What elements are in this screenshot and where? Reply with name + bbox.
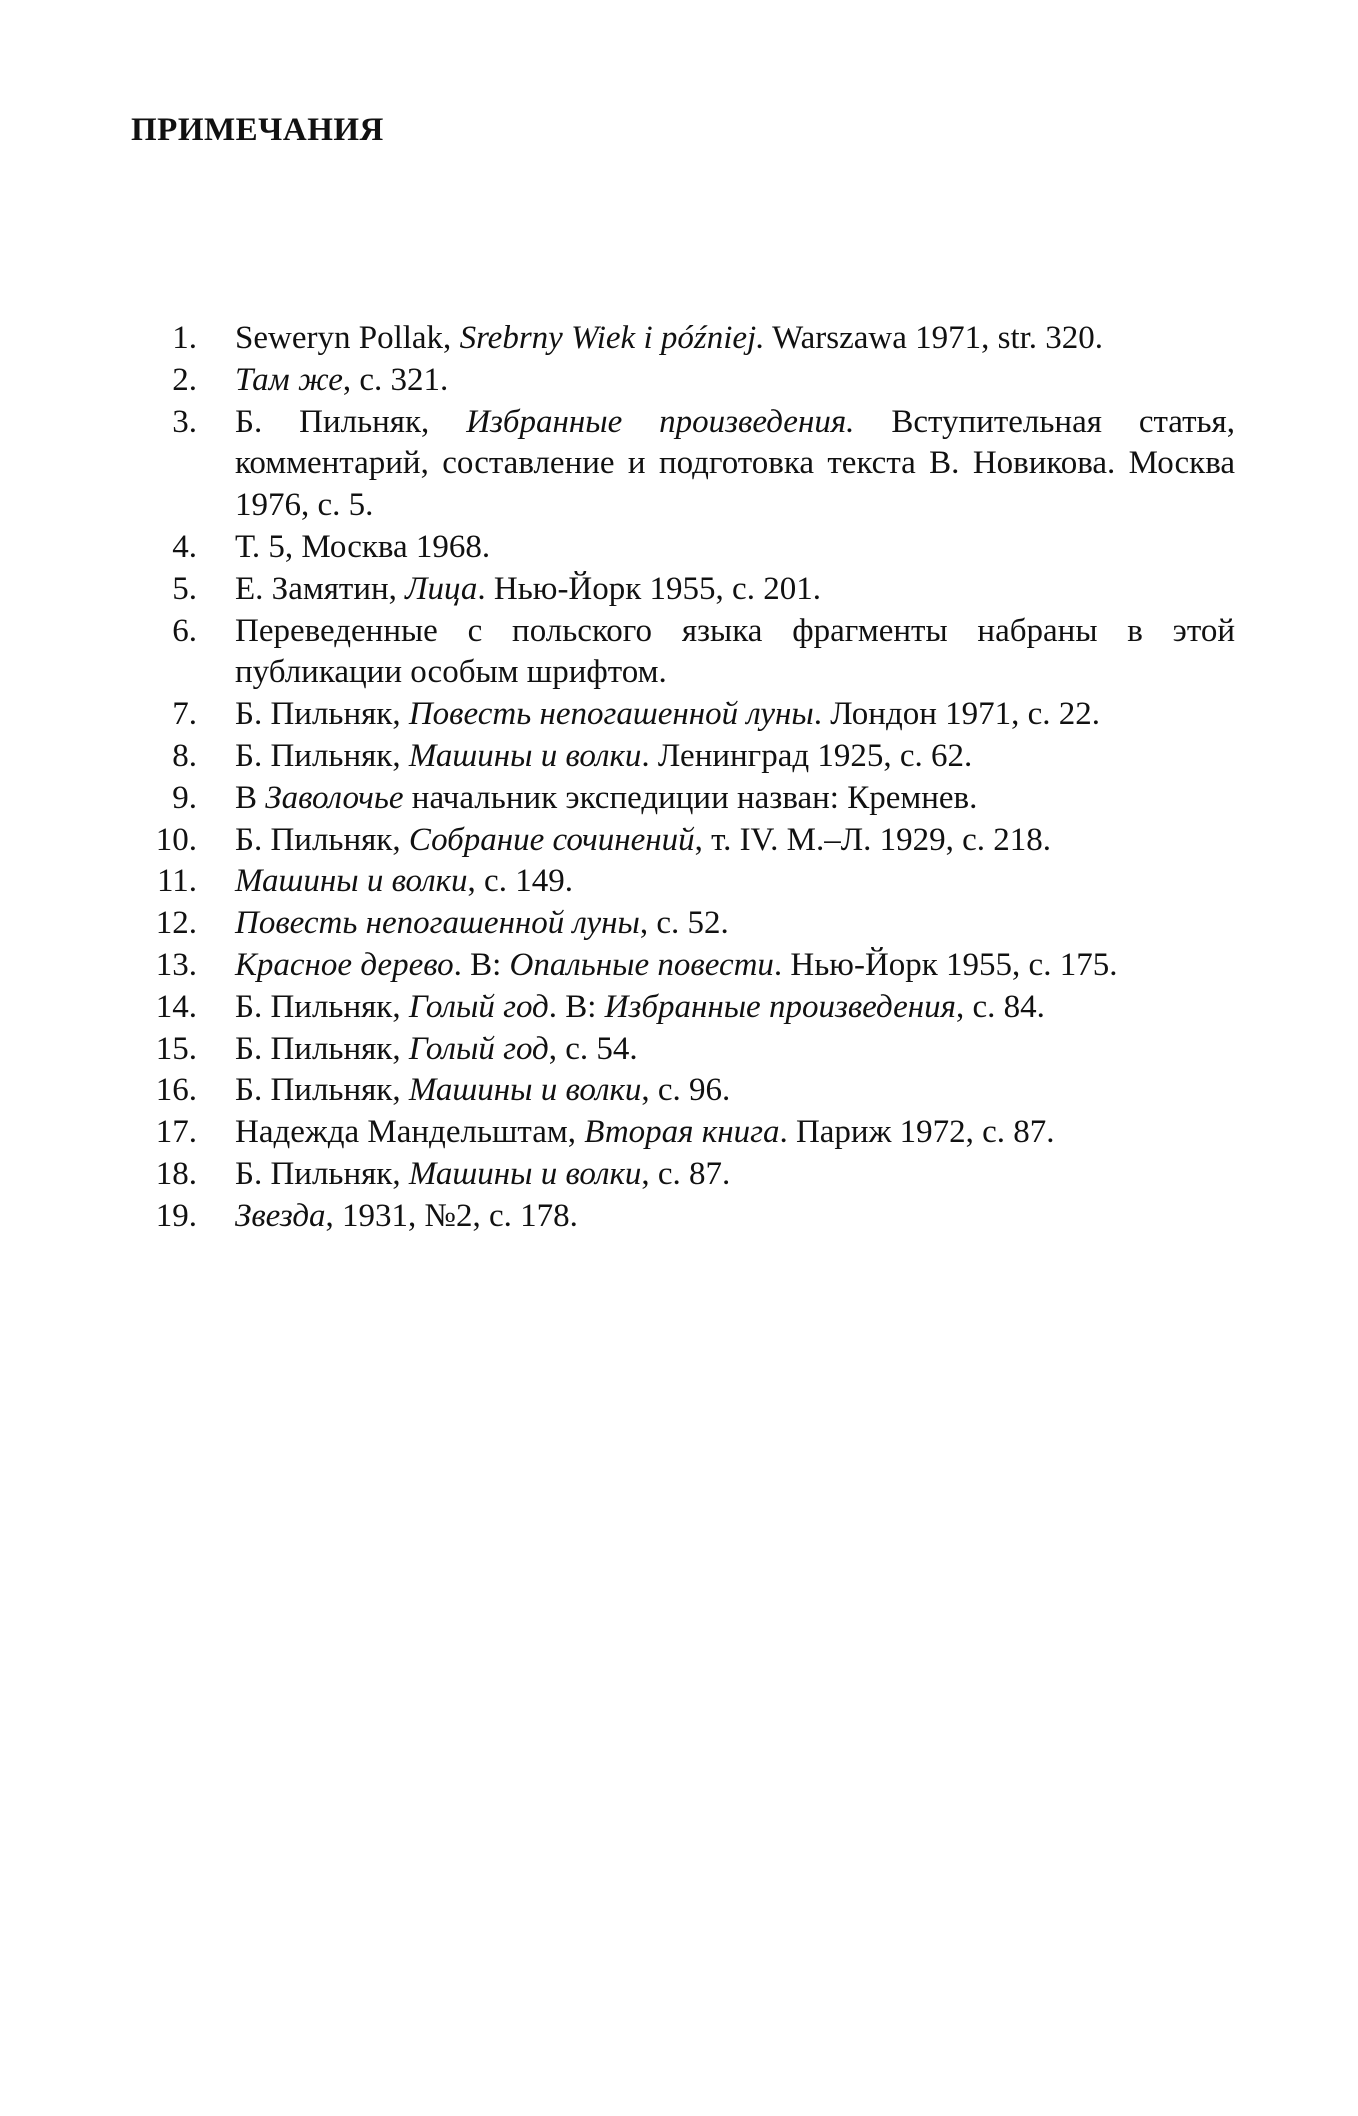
note-text-segment: Переведенные с польского языка фрагменты набраны в этой публикации особым шрифтом. bbox=[235, 612, 1235, 691]
note-title-italic: Машины и волки bbox=[408, 1155, 642, 1192]
note-number: 8. bbox=[172, 737, 197, 774]
note-number: 10. bbox=[155, 821, 197, 858]
note-item bbox=[140, 1154, 1235, 1196]
note-text bbox=[235, 903, 1235, 945]
note-number: 6. bbox=[172, 612, 197, 649]
note-text bbox=[235, 527, 1235, 569]
note-text-segment: , 1931, №2, с. 178. bbox=[325, 1197, 578, 1234]
note-text bbox=[235, 736, 1235, 778]
note-text-segment: . Ленинград 1925, с. 62. bbox=[641, 737, 973, 774]
note-text bbox=[235, 318, 1235, 360]
note-text bbox=[235, 820, 1235, 862]
note-title-italic: Машины и волки bbox=[408, 1072, 642, 1109]
page-title: ПРИМЕЧАНИЯ bbox=[131, 112, 384, 148]
note-title-italic: Опальные повести bbox=[509, 946, 774, 983]
note-item bbox=[140, 569, 1235, 611]
note-item bbox=[140, 402, 1235, 527]
note-number: 7. bbox=[172, 696, 197, 733]
note-text bbox=[235, 861, 1235, 903]
note-title-italic: Там же bbox=[235, 361, 343, 398]
note-text bbox=[235, 778, 1235, 820]
note-text-segment: Б. Пильняк, bbox=[235, 737, 409, 774]
note-item bbox=[140, 1070, 1235, 1112]
note-text-segment: В bbox=[235, 779, 266, 816]
note-item bbox=[140, 1112, 1235, 1154]
note-title-italic: Srebrny Wiek i później. bbox=[459, 320, 765, 356]
note-text bbox=[235, 1029, 1235, 1071]
note-number: 18. bbox=[155, 1155, 197, 1192]
note-item bbox=[140, 987, 1235, 1029]
note-text bbox=[235, 987, 1235, 1029]
note-number: 13. bbox=[155, 946, 197, 983]
note-title-italic: Голый год bbox=[408, 988, 549, 1025]
note-text bbox=[235, 1154, 1235, 1196]
note-title-italic: Вторая книга bbox=[584, 1114, 780, 1151]
note-text bbox=[235, 360, 1235, 402]
note-item bbox=[140, 318, 1235, 360]
note-number: 4. bbox=[172, 528, 197, 565]
note-text bbox=[235, 611, 1235, 695]
note-text bbox=[235, 569, 1235, 611]
note-text-segment: начальник экспедиции назван: Кремнев. bbox=[403, 779, 978, 816]
note-text-segment: Б. Пильняк, bbox=[235, 1072, 409, 1109]
note-text-segment: . В: bbox=[453, 946, 510, 983]
note-text bbox=[235, 402, 1235, 527]
note-text-segment: , с. 149. bbox=[467, 863, 573, 900]
note-item bbox=[140, 527, 1235, 569]
note-text-segment: Б. Пильняк, bbox=[235, 988, 409, 1025]
note-item bbox=[140, 820, 1235, 862]
note-number: 19. bbox=[155, 1197, 197, 1234]
note-text-segment: , с. 84. bbox=[955, 988, 1045, 1025]
note-text-segment: , с. 87. bbox=[641, 1155, 731, 1192]
note-number: 9. bbox=[172, 779, 197, 816]
note-title-italic: Собрание сочинений bbox=[408, 821, 695, 858]
note-item bbox=[140, 360, 1235, 402]
note-item bbox=[140, 736, 1235, 778]
note-title-italic: Избранные произведения. bbox=[466, 403, 855, 440]
note-item bbox=[140, 861, 1235, 903]
note-text-segment: , с. 54. bbox=[548, 1030, 638, 1067]
note-title-italic: Лица bbox=[405, 570, 478, 607]
note-text-segment: Б. Пильняк, bbox=[235, 1030, 409, 1067]
note-text-segment: . Нью-Йорк 1955, с. 201. bbox=[477, 570, 821, 607]
note-text-segment: Б. Пильняк, bbox=[235, 1155, 409, 1192]
note-text-segment: Т. 5, Москва 1968. bbox=[235, 528, 491, 565]
note-number: 11. bbox=[156, 863, 197, 900]
note-item bbox=[140, 903, 1235, 945]
note-title-italic: Заволочье bbox=[265, 779, 404, 816]
note-number: 1. bbox=[172, 320, 197, 356]
note-text-segment: . В: bbox=[548, 988, 605, 1025]
note-text-segment: , с. 321. bbox=[342, 361, 449, 398]
note-number: 3. bbox=[172, 403, 197, 440]
note-number: 14. bbox=[155, 988, 197, 1025]
note-text-segment: . Париж 1972, с. 87. bbox=[779, 1114, 1055, 1151]
note-title-italic: Повесть непогашенной луны bbox=[235, 905, 640, 942]
note-text-segment: , т. IV. М.–Л. 1929, с. 218. bbox=[694, 821, 1052, 858]
note-item bbox=[140, 1029, 1235, 1071]
note-text-segment: , с. 52. bbox=[639, 905, 729, 942]
note-item bbox=[140, 611, 1235, 695]
note-text-segment: . Нью-Йорк 1955, с. 175. bbox=[773, 946, 1118, 983]
note-text bbox=[235, 945, 1235, 987]
note-item bbox=[140, 694, 1235, 736]
note-title-italic: Избранные произведения bbox=[604, 988, 956, 1025]
note-title-italic: Красное дерево bbox=[235, 946, 454, 983]
note-text-segment: Seweryn Pollak, bbox=[235, 320, 460, 356]
note-title-italic: Голый год bbox=[408, 1030, 549, 1067]
note-text bbox=[235, 694, 1235, 736]
note-text-segment: Б. Пильняк, bbox=[235, 403, 467, 440]
note-number: 5. bbox=[172, 570, 197, 607]
note-text-segment: , с. 96. bbox=[641, 1072, 731, 1109]
note-number: 15. bbox=[155, 1030, 197, 1067]
note-text-segment: Е. Замятин, bbox=[235, 570, 406, 607]
note-text bbox=[235, 1070, 1235, 1112]
note-item bbox=[140, 778, 1235, 820]
notes-list bbox=[140, 318, 1235, 1238]
note-text-segment: Надежда Мандельштам, bbox=[235, 1114, 585, 1151]
note-text-segment: Б. Пильняк, bbox=[235, 696, 409, 733]
note-number: 16. bbox=[155, 1072, 197, 1109]
note-item bbox=[140, 1196, 1235, 1238]
note-text-segment: Б. Пильняк, bbox=[235, 821, 409, 858]
note-text bbox=[235, 1112, 1235, 1154]
note-text-segment: Вступительная статья, комментарий, составление и подготовка текста В. Новикова. Москва 1976, с. 5. bbox=[235, 403, 1235, 524]
note-text-segment: Warszawa 1971, str. 320. bbox=[764, 320, 1104, 356]
note-title-italic: Звезда bbox=[235, 1197, 326, 1234]
note-text-segment: . Лондон 1971, с. 22. bbox=[813, 696, 1101, 733]
note-number: 12. bbox=[155, 905, 197, 942]
note-item bbox=[140, 945, 1235, 987]
note-title-italic: Машины и волки bbox=[235, 863, 468, 900]
note-number: 2. bbox=[172, 361, 197, 398]
note-title-italic: Машины и волки bbox=[408, 737, 642, 774]
note-title-italic: Повесть непогашенной луны bbox=[408, 696, 814, 733]
note-text bbox=[235, 1196, 1235, 1238]
note-number: 17. bbox=[155, 1114, 197, 1151]
